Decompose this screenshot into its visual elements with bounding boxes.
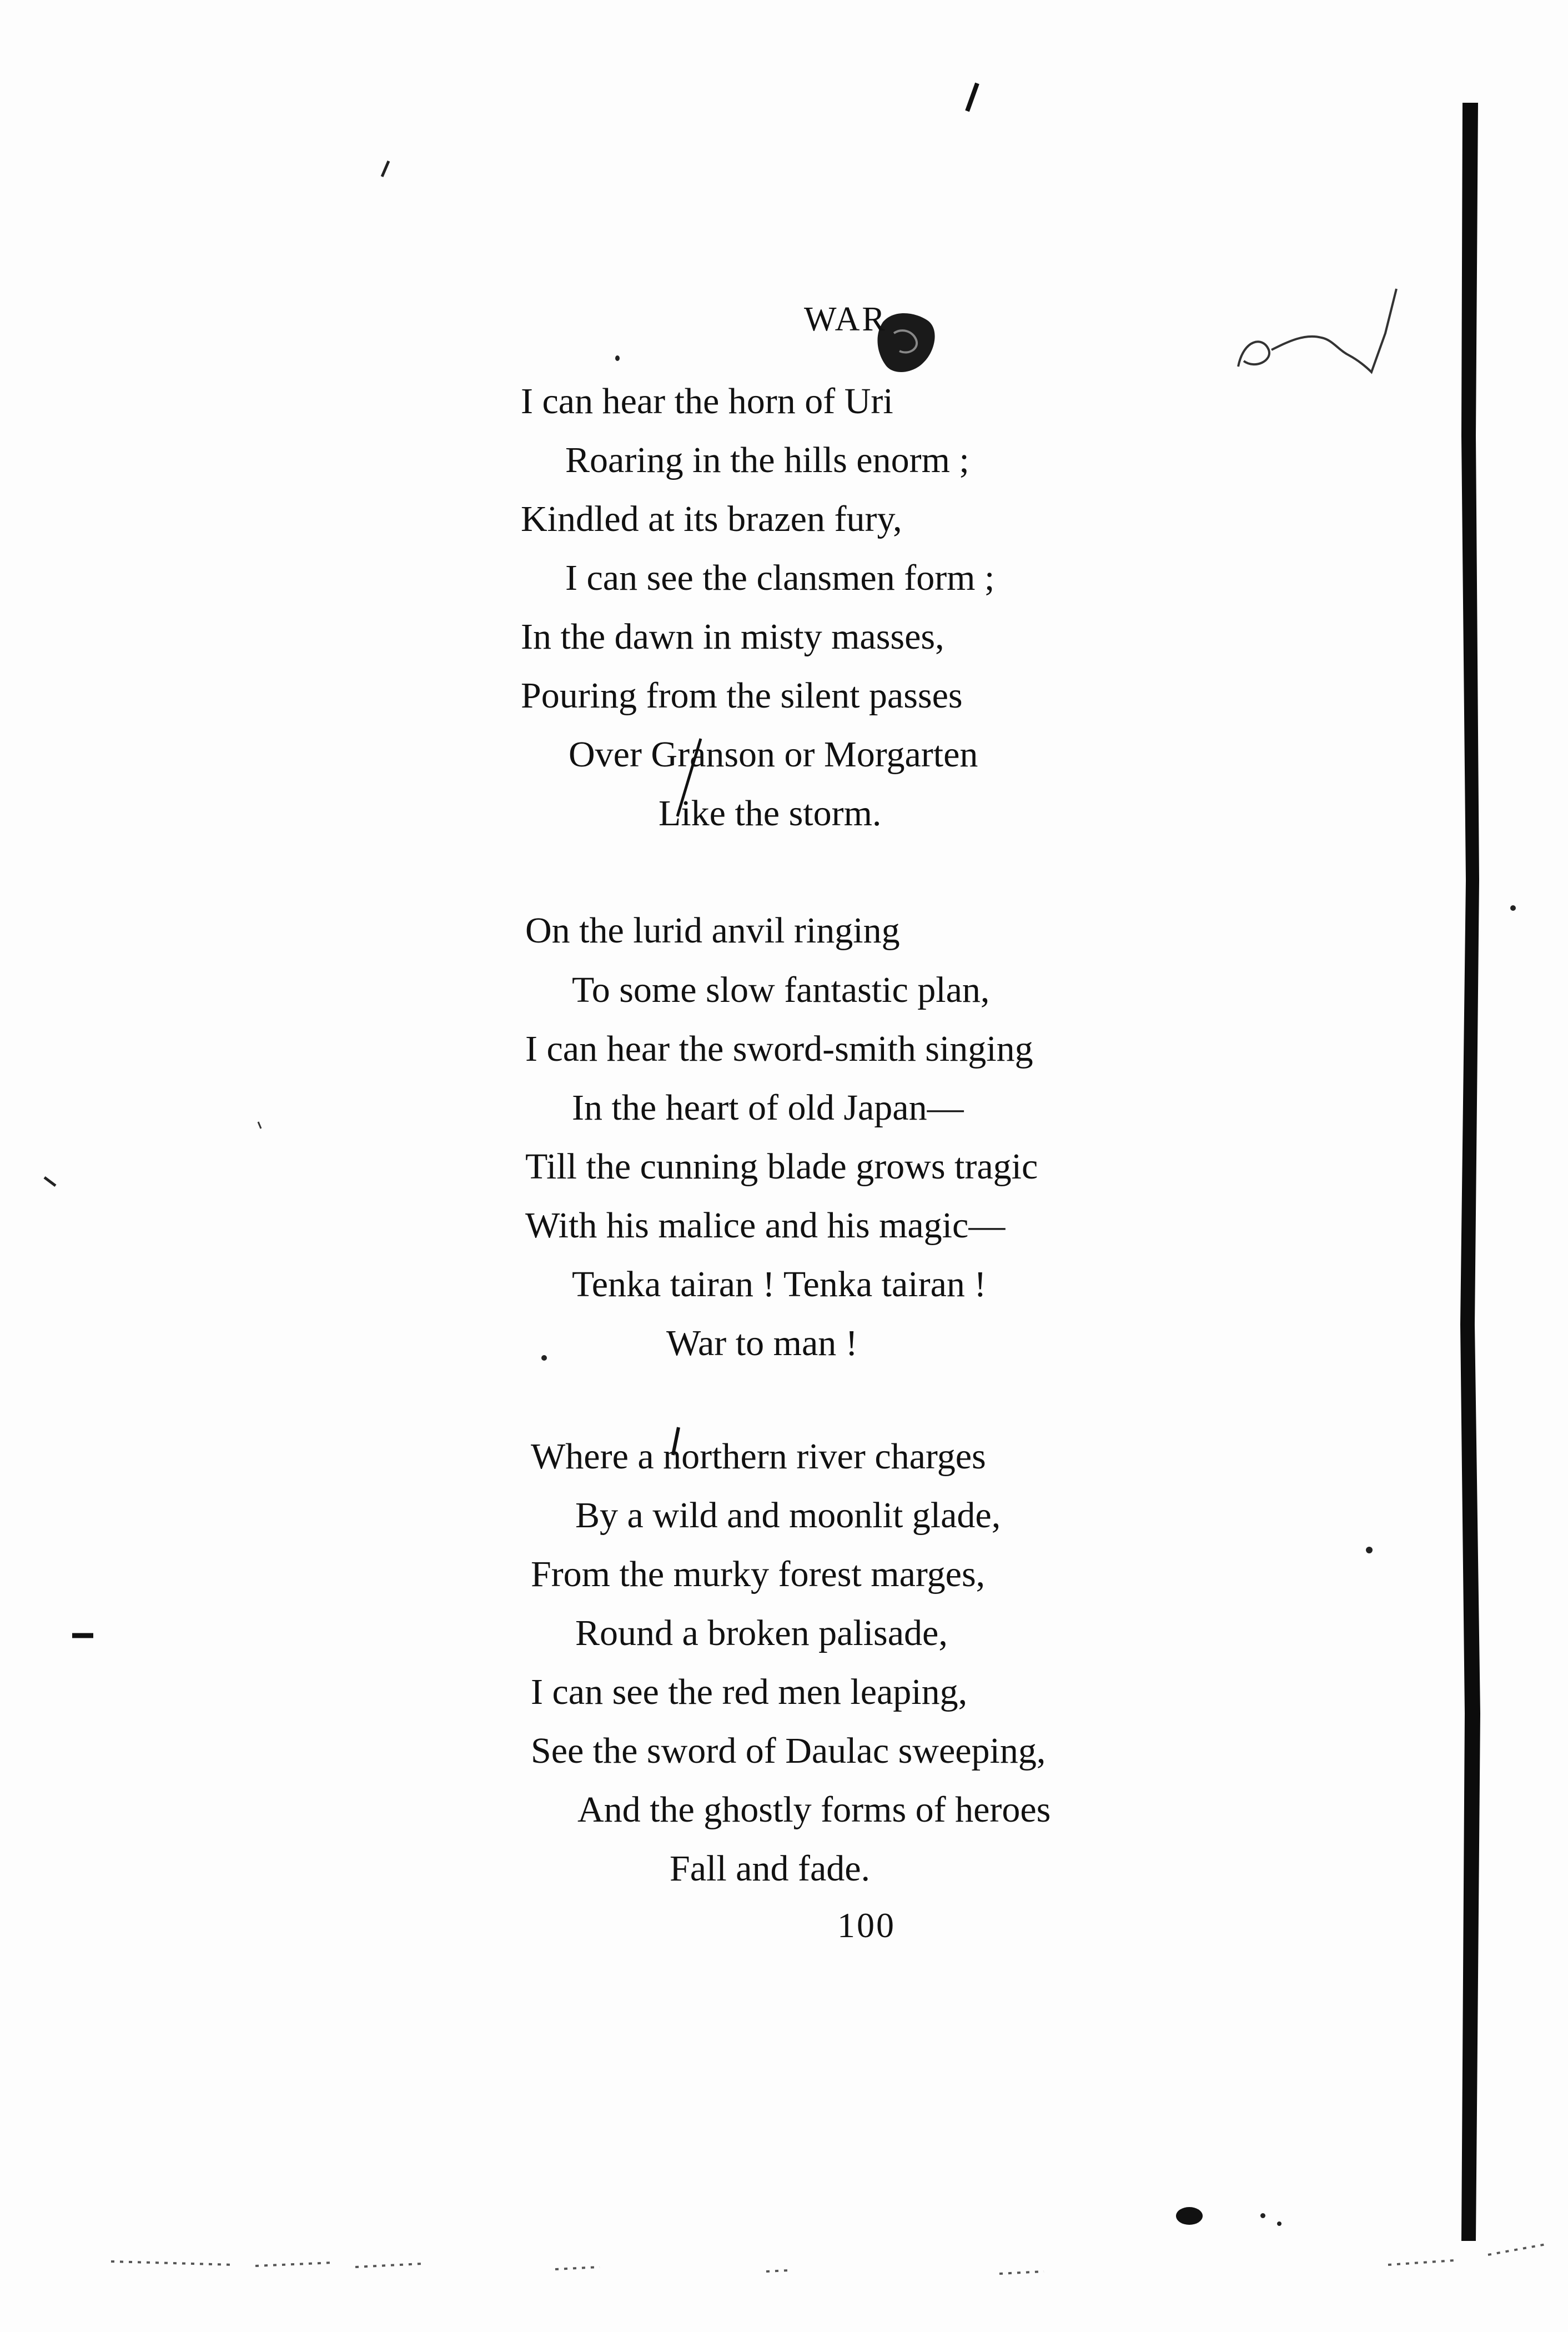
poem-line: Where a northern river charges (531, 1436, 986, 1477)
poem-line: In the heart of old Japan— (572, 1087, 964, 1128)
poem-line: Like the storm. (659, 793, 882, 834)
poem-line: Kindled at its brazen fury, (521, 499, 902, 539)
dust-speck (541, 1355, 547, 1361)
poem-line: Over Granson or Morgarten (569, 734, 978, 775)
poem-line: Pouring from the silent passes (521, 675, 963, 716)
dust-speck (1510, 905, 1516, 911)
poem-line: With his malice and his magic— (525, 1205, 1006, 1246)
poem-line: Roaring in the hills enorm ; (565, 440, 969, 480)
dust-speck (1366, 1547, 1373, 1553)
poem-line: I can see the red men leaping, (531, 1672, 968, 1712)
poem-line: By a wild and moonlit glade, (575, 1495, 1001, 1536)
poem-title: WAR (804, 300, 887, 338)
poem-line: Till the cunning blade grows tragic (525, 1146, 1038, 1187)
poem-line: I can hear the sword-smith singing (525, 1029, 1033, 1069)
page-number: 100 (837, 1905, 896, 1945)
dust-speck (615, 355, 620, 361)
poem-line: To some slow fantastic plan, (572, 970, 990, 1010)
poem-line: Tenka tairan ! Tenka tairan ! (572, 1264, 987, 1305)
poem-line: On the lurid anvil ringing (525, 910, 900, 951)
dust-speck (1277, 2221, 1281, 2226)
dust-speck (1260, 2213, 1265, 2218)
poem-line: In the dawn in misty masses, (521, 616, 944, 657)
poem-line: I can hear the horn of Uri (521, 381, 893, 422)
poem-line: From the murky forest marges, (531, 1554, 986, 1594)
poem-line: I can see the clansmen form ; (565, 558, 995, 598)
poem-line: And the ghostly forms of heroes (577, 1789, 1051, 1830)
poem-line: Round a broken palisade, (575, 1613, 948, 1653)
poem-line: Fall and fade. (670, 1848, 871, 1889)
poem-line: War to man ! (666, 1323, 858, 1363)
poem-line: See the sword of Daulac sweeping, (531, 1731, 1046, 1771)
